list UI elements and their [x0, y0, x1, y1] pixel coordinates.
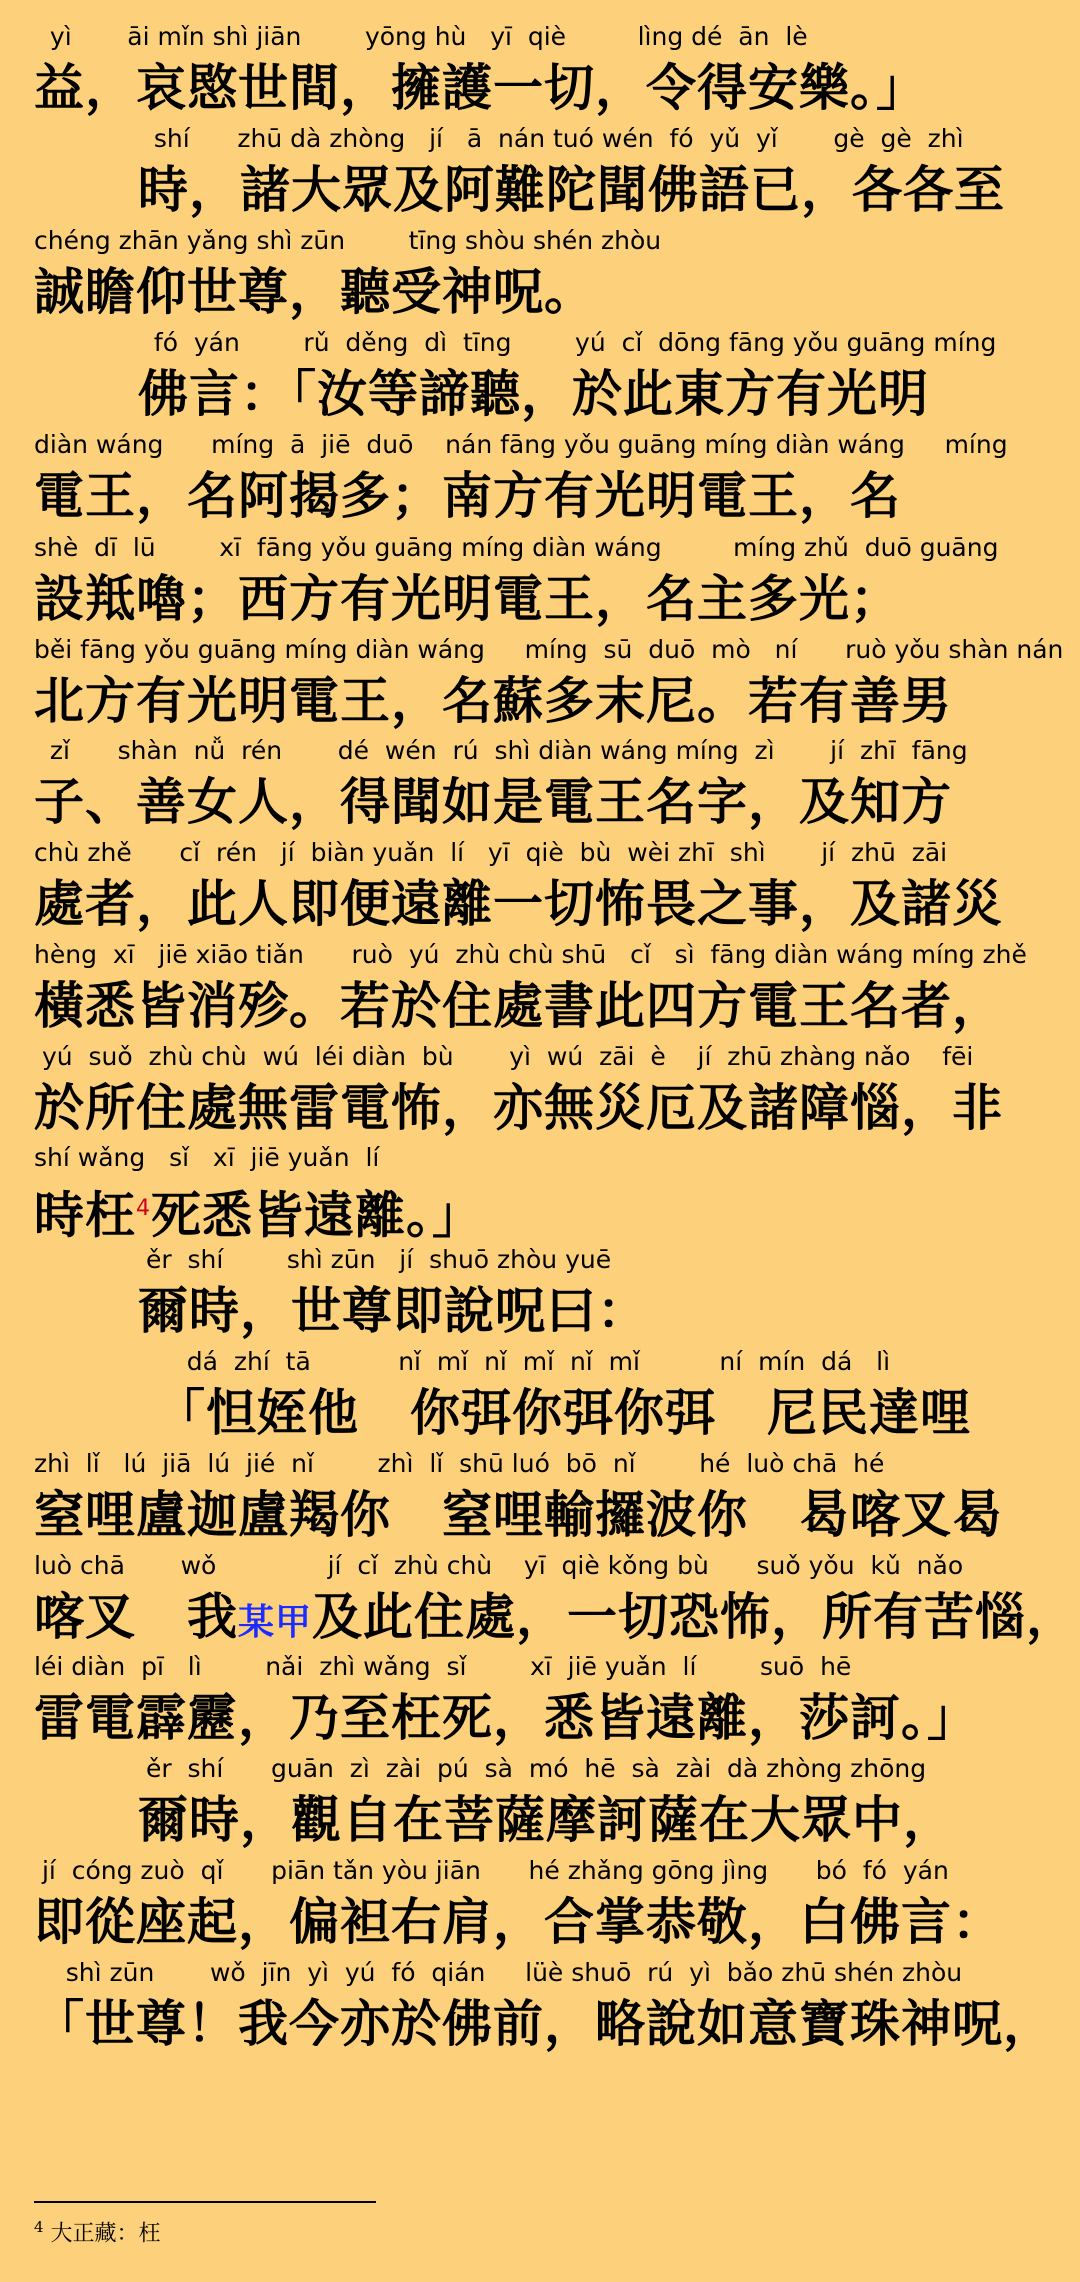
placeholder-name: 某甲: [238, 1601, 313, 1643]
footnote-divider: [34, 2201, 376, 2203]
footnote: [34, 2212, 161, 2249]
chinese-text: [34, 58, 927, 118]
chinese-text: [34, 671, 952, 731]
pinyin-annotation: hèng xī jiē xiāo tiǎn ruò yú zhù chù shū cǐ sì fāng diàn wáng míng zhě: [34, 940, 1027, 969]
text-line: [0, 1042, 1080, 1146]
text-line: [0, 635, 1080, 739]
chinese-text: [138, 364, 929, 424]
text-line: [0, 736, 1080, 840]
text-line: [0, 533, 1080, 637]
text-line: [0, 22, 1080, 126]
chinese-text-segment: 處者，此人即便遠離一切怖畏之事，及諸災: [34, 875, 1003, 933]
chinese-text: [34, 569, 901, 629]
chinese-text: [138, 160, 1005, 220]
chinese-text-segment: 窒哩盧迦盧羯你 窒哩輸攞波你 曷喀叉曷: [34, 1486, 1003, 1544]
chinese-text-segment: 爾時，觀自在菩薩摩訶薩在大眾中，: [138, 1791, 954, 1849]
chinese-text: [34, 1078, 1003, 1138]
chinese-text-segment: 子、善女人，得聞如是電王名字，及知方: [34, 773, 952, 831]
pinyin-annotation: shì zūn wǒ jīn yì yú fó qián lüè shuō rú yì bǎo zhū shén zhòu: [34, 1958, 963, 1987]
chinese-text-segment: 益，哀愍世間，擁護一切，令得安樂。」: [34, 59, 927, 117]
text-line: [0, 940, 1080, 1044]
chinese-text: [34, 1892, 1003, 1952]
chinese-text-segment: 設羝嚕；西方有光明電王，名主多光；: [34, 570, 901, 628]
chinese-text: [155, 1383, 971, 1443]
text-line: [0, 430, 1080, 534]
text-line: [0, 1958, 1080, 2062]
chinese-text-segment: 時枉: [34, 1186, 136, 1245]
pinyin-annotation: léi diàn pī lì nǎi zhì wǎng sǐ xī jiē yuǎn lí suō hē: [34, 1652, 852, 1681]
text-line: [0, 1856, 1080, 1960]
text-line: [0, 1652, 1080, 1756]
chinese-text-segment: 北方有光明電王，名蘇多末尼。若有善男: [34, 672, 952, 730]
chinese-text: [34, 466, 901, 526]
chinese-text: [34, 1688, 978, 1748]
chinese-text: [34, 1485, 1003, 1545]
text-line: [0, 1449, 1080, 1553]
chinese-text-segment: 誠瞻仰世尊，聽受神呪。: [34, 263, 595, 321]
pinyin-annotation: fó yán rǔ děng dì tīng yú cǐ dōng fāng yǒu guāng míng: [138, 328, 997, 357]
chinese-text-segment: 佛言：「汝等諦聽，於此東方有光明: [138, 365, 929, 423]
chinese-text-segment: 喀叉 我: [34, 1588, 238, 1646]
chinese-text: [138, 1281, 648, 1341]
pinyin-annotation: shí zhū dà zhòng jí ā nán tuó wén fó yǔ yǐ gè gè zhì: [138, 124, 964, 153]
text-line: [0, 838, 1080, 942]
pinyin-annotation: jí cóng zuò qǐ piān tǎn yòu jiān hé zhǎng gōng jìng bó fó yán: [34, 1856, 949, 1885]
chinese-text: [34, 1179, 483, 1246]
footnote-marker: 4: [136, 1196, 151, 1221]
chinese-text: [138, 1790, 954, 1850]
chinese-text: [34, 772, 952, 832]
chinese-text-segment: 橫悉皆消殄。若於住處書此四方電王名者，: [34, 977, 1003, 1035]
text-line: [0, 124, 1080, 228]
pinyin-annotation: zǐ shàn nǚ rén dé wén rú shì diàn wáng míng zì jí zhī fāng: [34, 736, 968, 765]
chinese-text-segment: 時，諸大眾及阿難陀聞佛語已，各各至: [138, 161, 1005, 219]
footnote-number: 4: [34, 2218, 44, 2236]
chinese-text-segment: 雷電霹靂，乃至枉死，悉皆遠離，莎訶。」: [34, 1689, 978, 1747]
pinyin-annotation: luò chā wǒ jí cǐ zhù chù yī qiè kǒng bù suǒ yǒu kǔ nǎo: [34, 1551, 964, 1580]
pinyin-annotation: shè dī lū xī fāng yǒu guāng míng diàn wáng míng zhǔ duō guāng: [34, 533, 999, 562]
chinese-text: [34, 976, 1003, 1036]
chinese-text-segment: 爾時，世尊即說呪曰：: [138, 1282, 648, 1340]
pinyin-annotation: ěr shí shì zūn jí shuō zhòu yuē: [138, 1245, 612, 1274]
pinyin-annotation: shí wǎng sǐ xī jiē yuǎn lí: [34, 1143, 380, 1172]
text-line: [0, 1347, 1080, 1451]
text-line: [0, 1754, 1080, 1858]
footnote-text: 大正藏：枉: [50, 2221, 161, 2247]
text-line: [0, 1245, 1080, 1349]
text-line: [0, 328, 1080, 432]
pinyin-annotation: yú suǒ zhù chù wú léi diàn bù yì wú zāi è jí zhū zhàng nǎo fēi: [34, 1042, 974, 1071]
pinyin-annotation: ěr shí guān zì zài pú sà mó hē sà zài dà zhòng zhōng: [138, 1754, 927, 1783]
pinyin-annotation: dá zhí tā nǐ mǐ nǐ mǐ nǐ mǐ ní mín dá lì: [155, 1347, 891, 1376]
chinese-text-segment: 「世尊！我今亦於佛前，略說如意寶珠神呪，: [34, 1995, 1054, 2053]
chinese-text: [34, 1994, 1054, 2054]
chinese-text-segment: 及此住處，一切恐怖，所有苦惱，: [312, 1588, 1078, 1646]
pinyin-annotation: chù zhě cǐ rén jí biàn yuǎn lí yī qiè bù wèi zhī shì jí zhū zāi: [34, 838, 948, 867]
chinese-text: [34, 1587, 1077, 1652]
chinese-text-segment: 於所住處無雷電怖，亦無災厄及諸障惱，非: [34, 1079, 1003, 1137]
pinyin-annotation: chéng zhān yǎng shì zūn tīng shòu shén zhòu: [34, 226, 662, 255]
pinyin-annotation: yì āi mǐn shì jiān yōng hù yī qiè lìng dé ān lè: [34, 22, 808, 51]
chinese-text: [34, 874, 1003, 934]
pinyin-annotation: diàn wáng míng ā jiē duō nán fāng yǒu guāng míng diàn wáng míng: [34, 430, 1008, 459]
chinese-text-segment: 即從座起，偏袒右肩，合掌恭敬，白佛言：: [34, 1893, 1003, 1951]
chinese-text-segment: 電王，名阿揭多；南方有光明電王，名: [34, 467, 901, 525]
chinese-text: [34, 262, 595, 322]
text-line: [0, 1551, 1080, 1655]
text-line: [0, 226, 1080, 330]
text-line: [0, 1143, 1080, 1247]
pinyin-annotation: zhì lǐ lú jiā lú jié nǐ zhì lǐ shū luó bō nǐ hé luò chā hé: [34, 1449, 885, 1478]
pinyin-annotation: běi fāng yǒu guāng míng diàn wáng míng sū duō mò ní ruò yǒu shàn nán: [34, 635, 1064, 664]
chinese-text-segment: 「怛姪他 你弭你弭你弭 尼民達哩: [155, 1384, 971, 1442]
chinese-text-segment: 死悉皆遠離。」: [151, 1186, 483, 1245]
